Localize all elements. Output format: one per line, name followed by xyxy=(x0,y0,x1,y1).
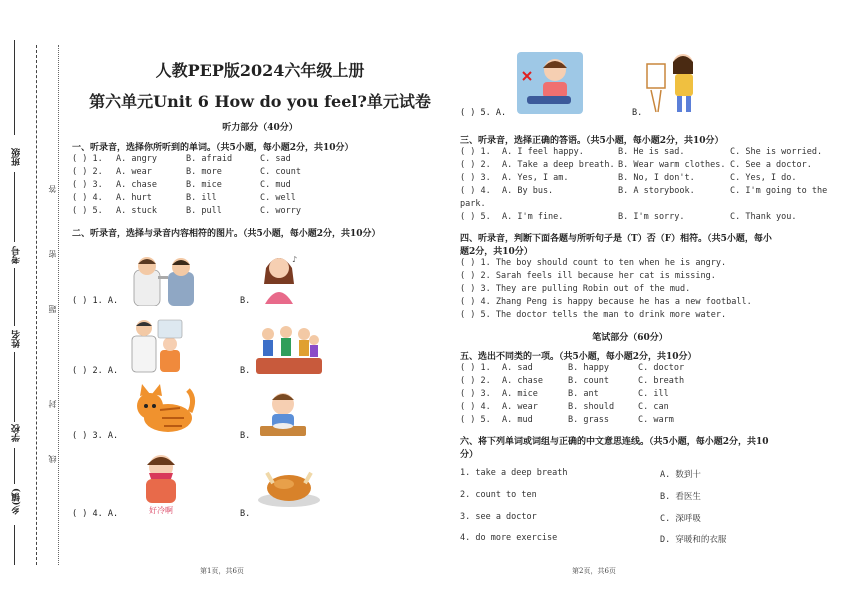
section3-heading: 三、听录音，选择正确的答语。（共5小题，每小题2分，共10分） xyxy=(460,136,724,146)
binding-margin xyxy=(0,0,60,607)
sick-girl-image xyxy=(258,250,300,306)
seal-char: 题 xyxy=(48,305,57,313)
seal-char: 密 xyxy=(48,250,57,258)
field-line-town xyxy=(14,448,15,484)
hurt-girl-image xyxy=(517,52,583,114)
field-line-name xyxy=(14,268,15,326)
option-b-label: B. xyxy=(240,509,251,519)
written-part-label: 笔试部分（60分） xyxy=(592,333,668,343)
page-footer-left: 第1页，共6页 xyxy=(200,567,244,575)
list-item: ( ) 4. Zhang Peng is happy because he has a new football. xyxy=(460,297,752,307)
section6-heading-cont: 分） xyxy=(460,450,479,460)
listening-part-label: 听力部分（40分） xyxy=(222,123,298,133)
seal-char: 答 xyxy=(48,185,57,193)
field-label-class: 班级 xyxy=(12,148,22,166)
field-line-end xyxy=(14,525,15,565)
seal-char: 封 xyxy=(48,400,57,408)
doctor-patient-image xyxy=(130,254,198,306)
seal-char: 线 xyxy=(48,455,57,463)
picture-row: ( ) 4. A. xyxy=(72,509,119,519)
cat-image xyxy=(130,382,198,438)
list-item: ( ) 1. The boy should count to ten when he is angry. xyxy=(460,258,727,268)
field-label-number: 考号 xyxy=(12,246,22,264)
option-b-label: B. xyxy=(240,366,251,376)
svg-text:♪: ♪ xyxy=(292,255,298,264)
field-label-name: 姓名 xyxy=(12,330,22,348)
section6-heading: 六、将下列单词或词组与正确的中文意思连线。（共5小题，每小题2分，共10 xyxy=(460,437,769,447)
picture-row: ( ) 1. A. xyxy=(72,296,119,306)
list-item: ( ) 2. Sarah feels ill because her cat is missing. xyxy=(460,271,716,281)
section1-heading: 一、听录音，选择你所听到的单词。（共5小题，每小题2分，共10分） xyxy=(72,143,354,153)
page-title: 人教PEP版2024六年级上册 xyxy=(155,61,365,80)
cold-girl-caption: 好冷啊 xyxy=(149,506,173,515)
cold-girl-image xyxy=(130,447,192,517)
page-subtitle: 第六单元Unit 6 How do you feel?单元试卷 xyxy=(89,92,431,111)
painting-girl-image xyxy=(645,50,701,116)
option-b-label: B. xyxy=(632,108,643,118)
picture-row: ( ) 2. A. xyxy=(72,366,119,376)
section2-heading: 二、听录音，选择与录音内容相符的图片。（共5小题，每小题2分，共10分） xyxy=(72,229,381,239)
section4-heading: 四、听录音，判断下面各题与所听句子是（T）否（F）相符。（共5小题，每小 xyxy=(460,234,772,244)
option-b-label: B. xyxy=(240,431,251,441)
list-item: ( ) 3. They are pulling Robin out of the mud. xyxy=(460,284,691,294)
roast-chicken-image xyxy=(256,462,322,508)
field-label-town: 乡(镇) xyxy=(12,488,22,515)
page-footer-right: 第2页，共6页 xyxy=(572,567,616,575)
boy-eating-image xyxy=(258,388,308,438)
cut-line xyxy=(36,45,37,565)
list-item-wrap: park. xyxy=(460,199,486,209)
picture-row: ( ) 3. A. xyxy=(72,431,119,441)
children-running-image xyxy=(256,320,322,374)
doctor-child-image xyxy=(130,316,186,376)
field-line-number xyxy=(14,172,15,242)
list-item: ( ) 5. The doctor tells the man to drink more water. xyxy=(460,310,727,320)
field-label-school: 学校 xyxy=(12,424,22,442)
field-line-class xyxy=(14,40,15,135)
seal-line xyxy=(58,45,59,565)
field-line-school xyxy=(14,352,15,422)
section4-heading-cont: 题2分，共10分） xyxy=(460,247,533,257)
section5-heading: 五、选出不同类的一项。（共5小题，每小题2分，共10分） xyxy=(460,352,697,362)
picture-row: ( ) 5. A. xyxy=(460,108,507,118)
option-b-label: B. xyxy=(240,296,251,306)
